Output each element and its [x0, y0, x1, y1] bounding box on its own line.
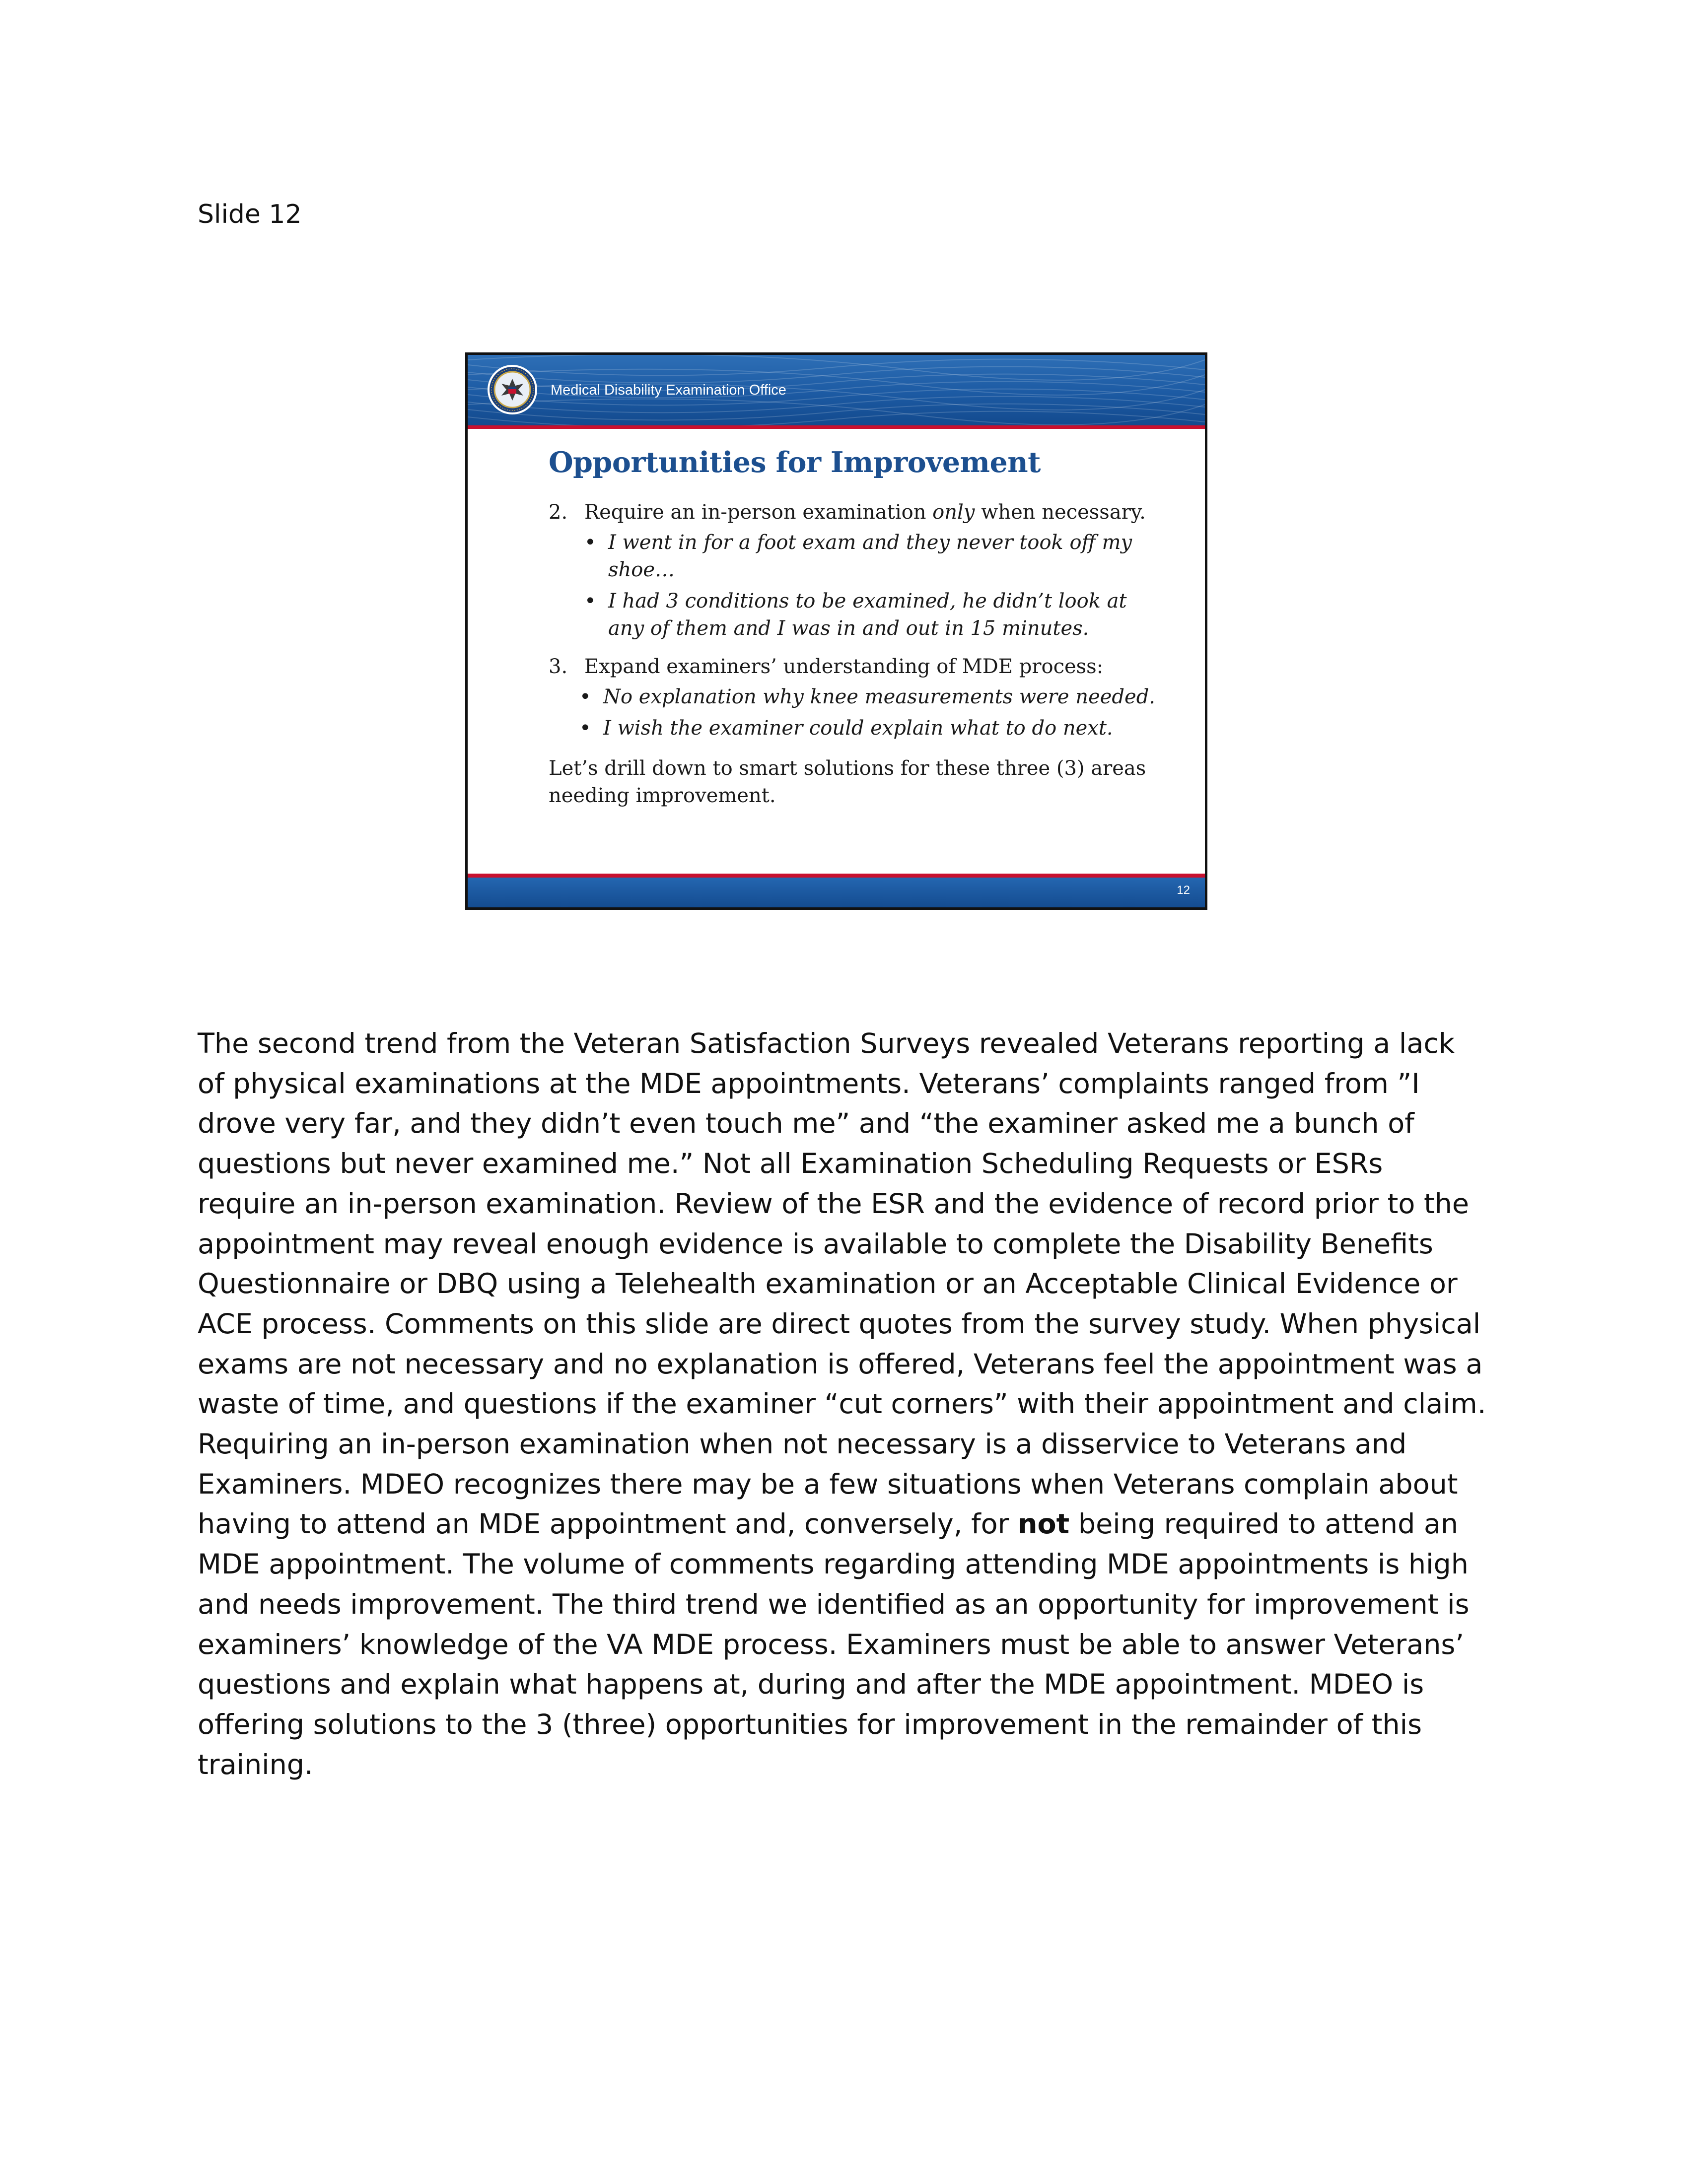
org-name: Medical Disability Examination Office [551, 382, 786, 398]
item-3-bullets [549, 683, 1164, 742]
list-item [549, 715, 1164, 742]
bullet-text: I had 3 conditions to be examined, he didn’t look at any of them and I was in and out in 15 minutes. [608, 590, 1127, 640]
notes-text-part2: being required to attend an MDE appointment. The volume of comments regarding attending MDE appointments is high and needs improvement. The third trend we identified as an opportunity for improvement is examiners’ knowledge of the VA MDE process. Examiners must be able to answer Veterans’ questions and explain what happens at, during and after the MDE appointment. MDEO is offering solutions to the 3 (three) opportunities for improvement in the remainder of this training. [198, 1508, 1470, 1781]
slide-title: Opportunities for Improvement [549, 446, 1041, 479]
item-3 [549, 653, 1164, 681]
bullet-text: I went in for a foot exam and they never took off my shoe… [608, 531, 1132, 581]
va-seal-logo [487, 364, 538, 415]
item-2-emphasis: only [932, 501, 975, 524]
list-item [549, 683, 1164, 711]
item-2-bullets [549, 529, 1164, 642]
item-2-text-before: Require an in-person examination [584, 501, 933, 524]
bullet-icon: • [584, 590, 596, 613]
list-item [549, 588, 1164, 642]
list-item [549, 529, 1164, 584]
bullet-icon: • [579, 685, 591, 708]
item-2-number: 2. [549, 501, 568, 524]
bullet-text: No explanation why knee measurements were needed. [603, 685, 1156, 708]
slide-header [468, 355, 1205, 425]
closing-text: Let’s drill down to smart solutions for these three (3) areas needing improvement. [549, 757, 1146, 807]
item-2-text-after: when necessary. [975, 501, 1146, 524]
footer-red-rule [468, 874, 1205, 878]
slide-body [549, 499, 1164, 810]
notes-bold-word: not [1018, 1508, 1070, 1541]
slide-thumbnail [465, 352, 1207, 910]
header-red-rule [468, 425, 1205, 429]
speaker-notes [198, 1024, 1488, 1785]
notes-text-part1: The second trend from the Veteran Satisfaction Surveys revealed Veterans reporting a lack of physical examinations at the MDE appointments. Veterans’ complaints ranged from ”I drove very far, and they didn’t even touch me” and “the examiner asked me a bunch of questions but never examined me.” Not all Examination Scheduling Requests or ESRs require an in-person examination. Review of the ESR and the evidence of record prior to the appointment may reveal enough evidence is available to complete the Disability Benefits Questionnaire or DBQ using a Telehealth examination or an Acceptable Clinical Evidence or ACE process. Comments on this slide are direct quotes from the survey study. When physical exams are not necessary and no explanation is offered, Veterans feel the appointment was a waste of time, and questions if the examiner “cut corners” with their appointment and claim. Requiring an in-person examination when not necessary is a disservice to Veterans and Examiners. MDEO recognizes there may be a few situations when Veterans complain about having to attend an MDE appointment and, conversely, for [198, 1027, 1486, 1541]
slide-page-number: 12 [1177, 884, 1190, 897]
bullet-icon: • [584, 531, 596, 554]
item-3-text: Expand examiners’ understanding of MDE process: [584, 655, 1104, 678]
bullet-icon: • [579, 717, 591, 740]
bullet-text: I wish the examiner could explain what to do next. [603, 717, 1113, 740]
item-2 [549, 499, 1164, 526]
slide-label: Slide 12 [198, 200, 302, 229]
item-3-number: 3. [549, 655, 568, 678]
slide-footer [468, 878, 1205, 910]
